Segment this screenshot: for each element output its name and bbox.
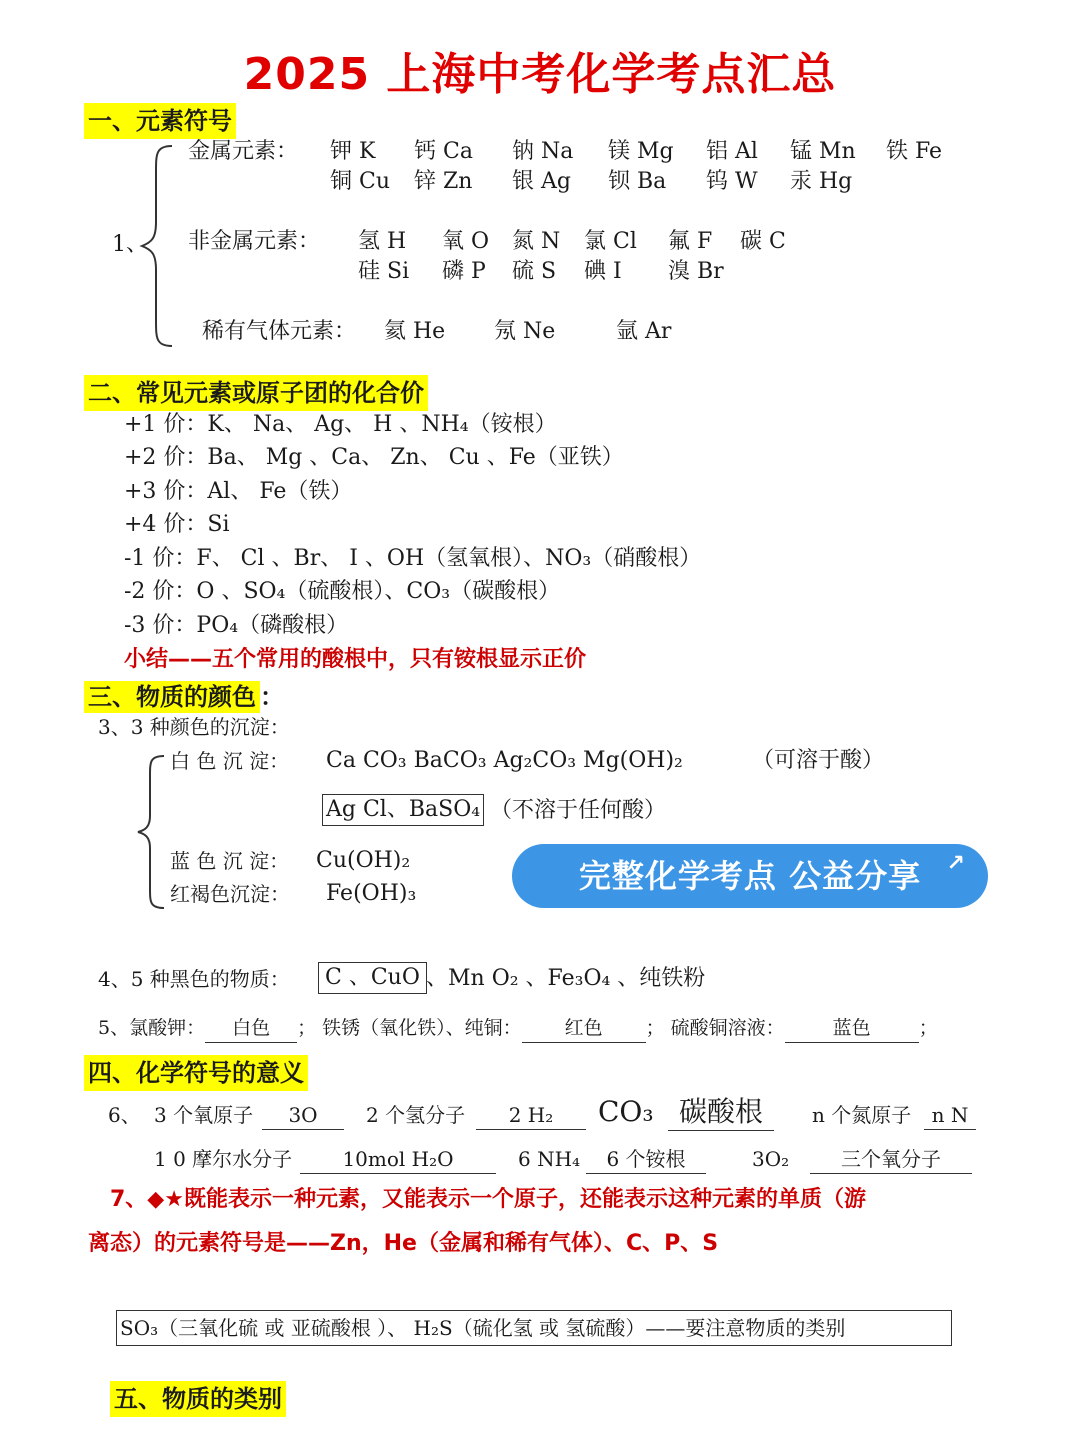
item-3-label: 3、3 种颜色的沉淀： — [98, 715, 290, 739]
section-heading-valence: 二、常见元素或原子团的化合价 — [84, 375, 428, 411]
valence-summary: 小结——五个常用的酸根中，只有铵根显示正价 — [124, 647, 587, 672]
metal-element: 钾 K — [330, 139, 376, 164]
item-7-line-2: 离态）的元素符号是——Zn，He（金属和稀有气体）、C、P、S — [88, 1231, 719, 1256]
blue-precipitate-value: Cu(OH)₂ — [316, 848, 411, 873]
section-heading-colors: 三、物质的颜色 — [84, 681, 260, 713]
symbol-meaning-answer: 10mol H₂O — [300, 1145, 496, 1174]
white-precipitate-label: 白 色 沉 淀： — [170, 749, 290, 773]
noble-gas-element: 氩 Ar — [616, 319, 672, 344]
symbol-meaning-label: 3 个氧原子 — [154, 1103, 254, 1127]
symbol-meaning-answer: 三个氧分子 — [810, 1145, 972, 1174]
valence-line: -2 价：O 、SO₄（硫酸根）、CO₃（碳酸根） — [124, 579, 561, 604]
redbrown-precipitate-label: 红褐色沉淀： — [170, 882, 290, 906]
nonmetal-label: 非金属元素： — [188, 229, 321, 254]
class-note-box: SO₃（三氧化硫 或 亚硫酸根 ）、 H₂S（硫化氢 或 氢硫酸）——要注意物质的类别 — [116, 1310, 952, 1346]
nonmetal-element: 氢 H — [358, 229, 407, 254]
insoluble-note: （不溶于任何酸） — [490, 798, 667, 823]
item-6-number: 6、 — [108, 1103, 141, 1127]
nonmetal-element: 磷 P — [442, 259, 486, 284]
metal-element: 银 Ag — [512, 169, 571, 194]
symbol-meaning-formula: CO₃ — [598, 1095, 654, 1128]
item-5-value-b: 红色 — [522, 1014, 646, 1043]
share-banner-button[interactable] — [512, 844, 988, 908]
valence-line: -3 价：PO₄（磷酸根） — [124, 613, 349, 638]
nonmetal-element: 碳 C — [740, 229, 786, 254]
brace-icon — [134, 752, 170, 912]
valence-line: +4 价：Si — [124, 512, 230, 537]
valence-line: +2 价：Ba、 Mg 、Ca、 Zn、 Cu 、Fe（亚铁） — [124, 445, 624, 470]
page-title: 2025 上海中考化学考点汇总 — [243, 49, 837, 100]
symbol-meaning-label: n 个氮原子 — [812, 1103, 912, 1127]
item-5-end: ； — [918, 1017, 938, 1039]
metal-label: 金属元素： — [188, 139, 299, 164]
symbol-meaning-answer: n N — [924, 1101, 976, 1130]
valence-line: -1 价：F、 Cl 、Br、 I 、OH（氢氧根）、NO₃（硝酸根） — [124, 546, 702, 571]
black-substances-box: C 、CuO — [318, 962, 427, 994]
item-7-line-1: 7、◆★既能表示一种元素，又能表示一个原子，还能表示这种元素的单质（游 — [110, 1187, 866, 1212]
symbol-meaning-label: 3O₂ — [752, 1147, 790, 1171]
symbol-meaning-answer: 3O — [262, 1101, 344, 1130]
black-substances-rest: 、Mn O₂ 、Fe₃O₄ 、纯铁粉 — [426, 966, 706, 991]
nonmetal-element: 氟 F — [668, 229, 713, 254]
section-heading-symbol-meaning: 四、化学符号的意义 — [84, 1055, 308, 1091]
metal-element: 锌 Zn — [414, 169, 473, 194]
metal-element: 铜 Cu — [330, 169, 390, 194]
metal-element: 镁 Mg — [608, 139, 674, 164]
item-5-value-c: 蓝色 — [785, 1014, 919, 1043]
blue-precipitate-label: 蓝 色 沉 淀： — [170, 849, 290, 873]
symbol-meaning-label: 2 个氢分子 — [366, 1103, 466, 1127]
metal-element: 锰 Mn — [790, 139, 856, 164]
item-5-label-c: ； 硫酸铜溶液： — [645, 1017, 785, 1039]
item-number: 1、 — [112, 232, 148, 257]
nonmetal-element: 溴 Br — [668, 259, 724, 284]
redbrown-precipitate-value: Fe(OH)₃ — [326, 881, 417, 906]
section-heading-element-symbols: 一、元素符号 — [84, 103, 236, 139]
share-banner-text: 完整化学考点 公益分享 — [578, 857, 922, 895]
nonmetal-element: 硫 S — [512, 259, 557, 284]
metal-element: 钠 Na — [512, 139, 574, 164]
symbol-meaning-label: 6 NH₄ — [518, 1147, 581, 1171]
external-link-icon: ↗ — [946, 851, 966, 876]
nonmetal-element: 碘 I — [584, 259, 622, 284]
item-4-label: 4、5 种黑色的物质： — [98, 967, 290, 991]
metal-element: 钨 W — [706, 169, 758, 194]
noble-gas-element: 氖 Ne — [494, 319, 556, 344]
item-5-label-b: ； 铁锈（氧化铁）、纯铜： — [297, 1017, 522, 1039]
nonmetal-element: 硅 Si — [358, 259, 410, 284]
metal-element: 钙 Ca — [414, 139, 473, 164]
nonmetal-element: 氮 N — [512, 229, 561, 254]
valence-line: +1 价：K、 Na、 Ag、 H 、NH₄（铵根） — [124, 412, 557, 437]
metal-element: 铝 Al — [706, 139, 758, 164]
noble-gas-element: 氦 He — [384, 319, 446, 344]
heading-colon: ： — [260, 683, 284, 711]
item-5-value-a: 白色 — [205, 1014, 297, 1043]
symbol-meaning-answer: 6 个铵根 — [586, 1145, 706, 1174]
valence-line: +3 价：Al、 Fe（铁） — [124, 479, 353, 504]
metal-element: 铁 Fe — [886, 139, 943, 164]
noble-gas-label: 稀有气体元素： — [202, 319, 357, 344]
white-precipitate-note: （可溶于酸） — [752, 748, 885, 773]
symbol-meaning-answer: 碳酸根 — [668, 1094, 774, 1131]
insoluble-box: Ag Cl、BaSO₄ — [322, 794, 484, 826]
white-precipitate-list: Ca CO₃ BaCO₃ Ag₂CO₃ Mg(OH)₂ — [326, 748, 683, 773]
nonmetal-element: 氯 Cl — [584, 229, 637, 254]
metal-element: 钡 Ba — [608, 169, 667, 194]
symbol-meaning-label: 1 0 摩尔水分子 — [154, 1147, 293, 1171]
symbol-meaning-answer: 2 H₂ — [476, 1101, 586, 1130]
metal-element: 汞 Hg — [790, 169, 853, 194]
nonmetal-element: 氧 O — [442, 229, 490, 254]
item-5-label-a: 5、氯酸钾： — [98, 1017, 206, 1039]
section-heading-substance-class: 五、物质的类别 — [110, 1381, 286, 1417]
